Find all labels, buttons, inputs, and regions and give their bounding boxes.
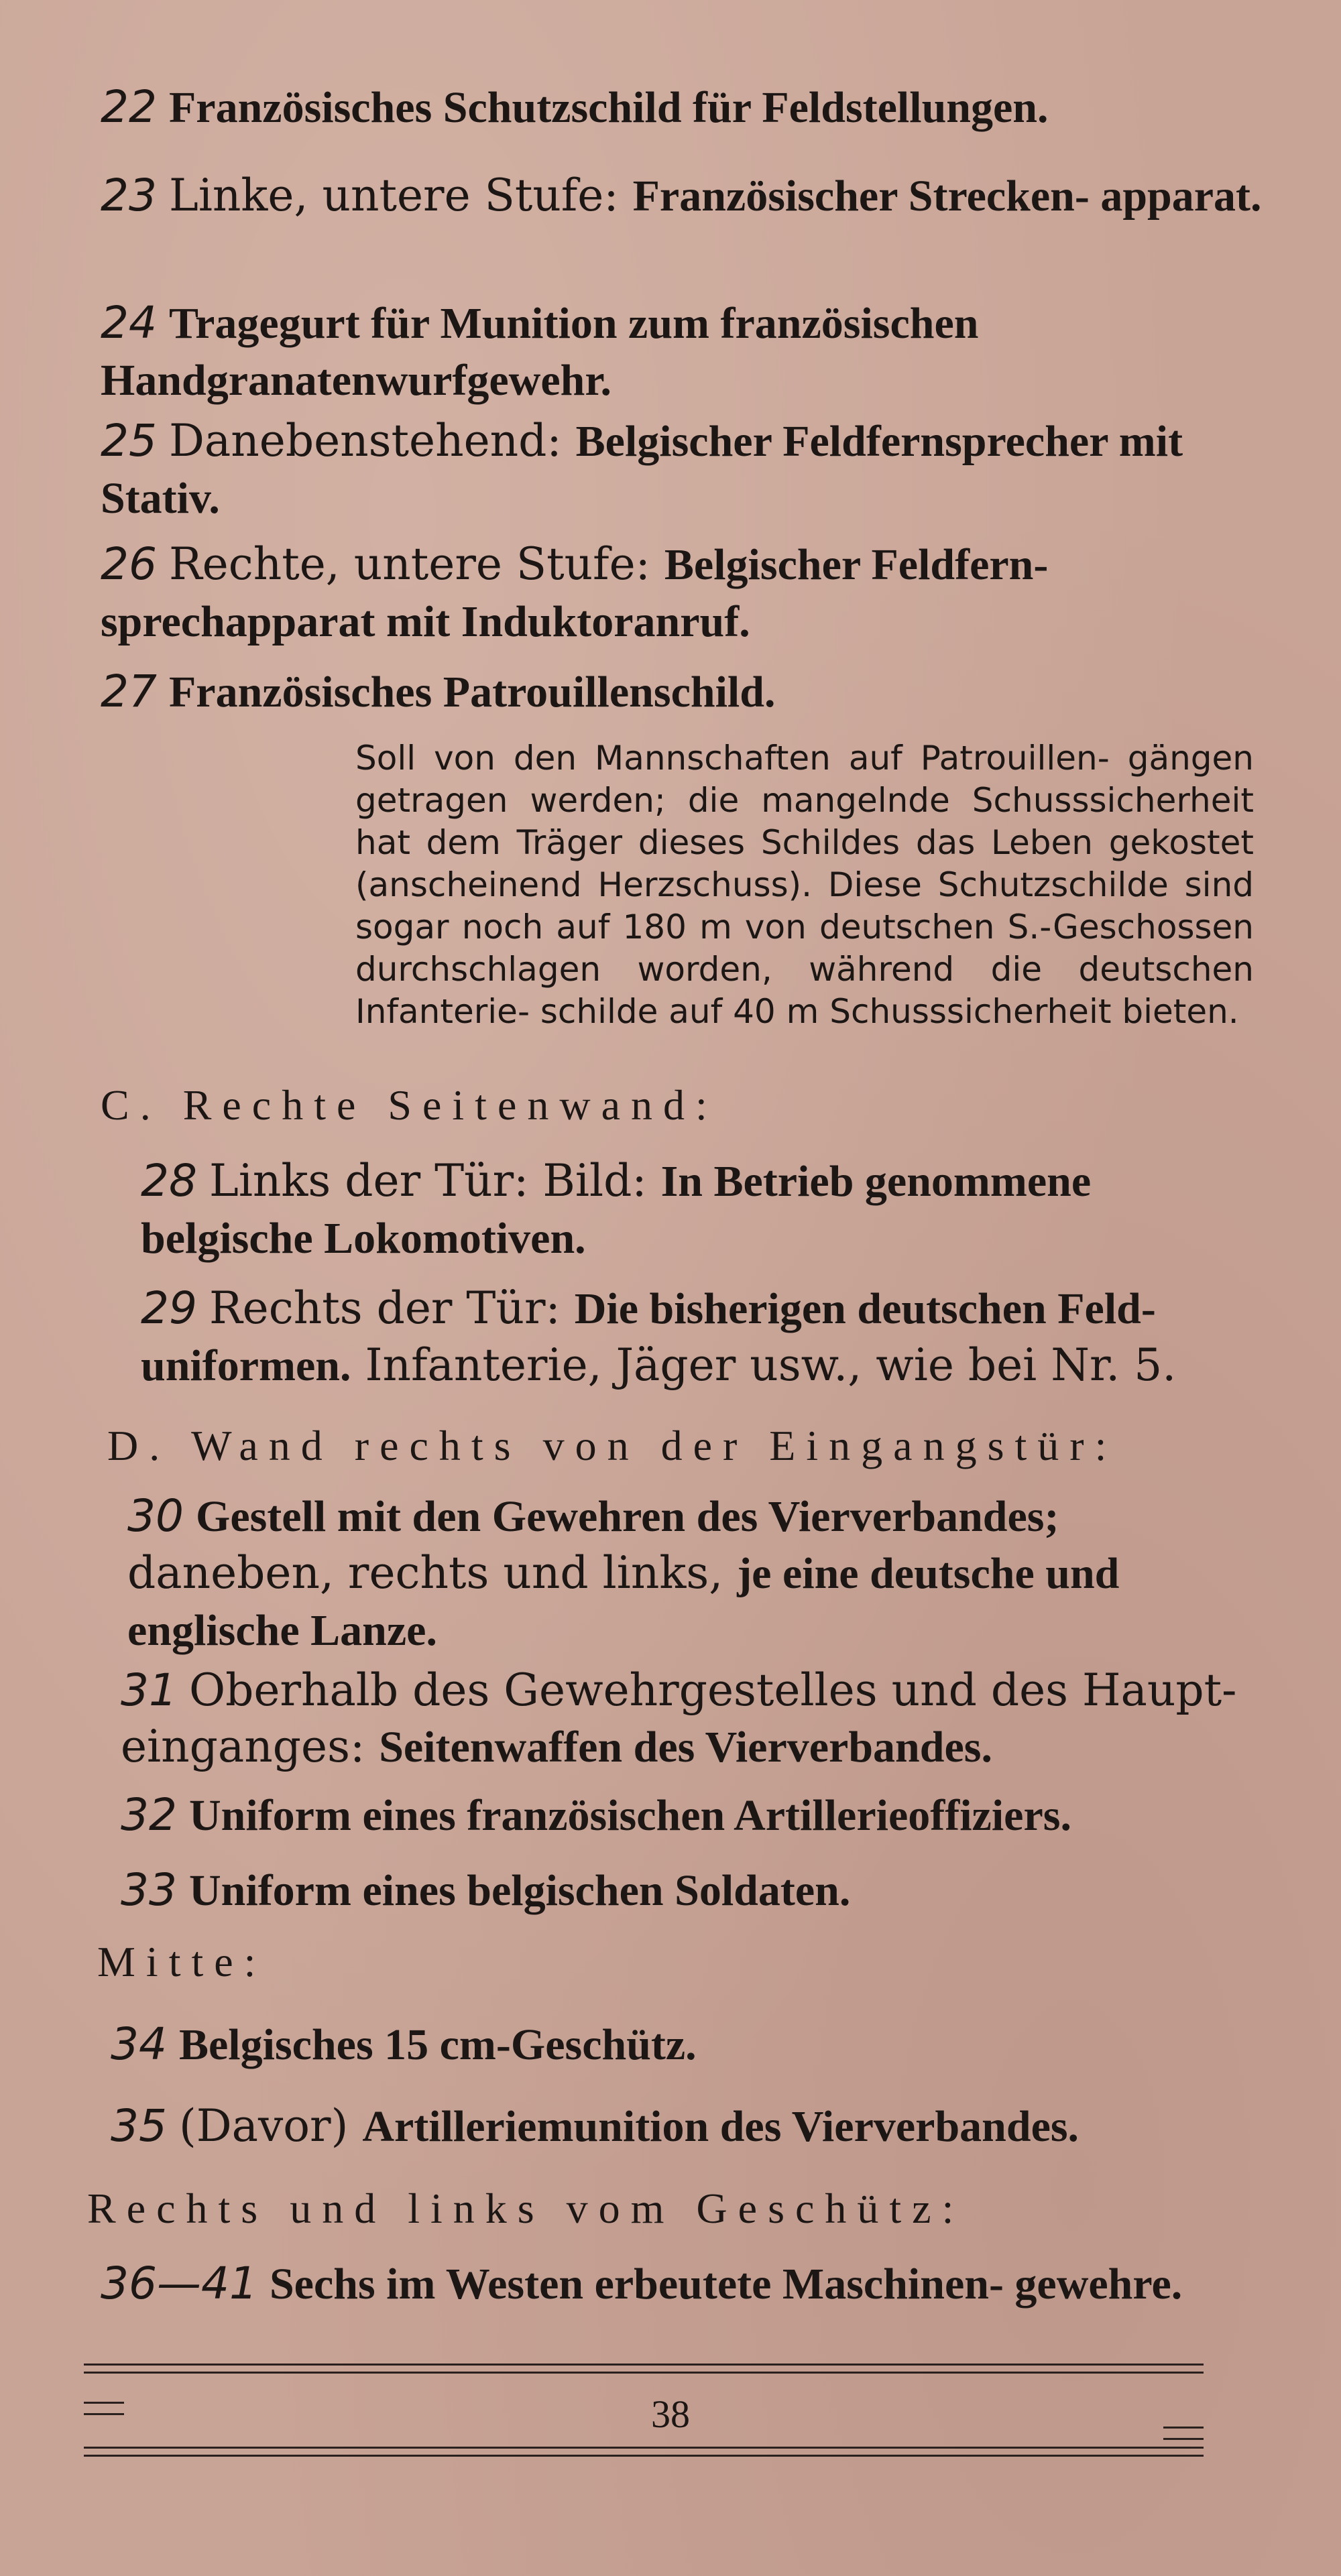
entry-number: 34 [111, 2018, 167, 2070]
entry-bold-text: Französisches Patrouillenschild. [168, 668, 776, 717]
footer-rule-bottom-1 [84, 2447, 1204, 2449]
entry-bold-text: Seitenwaffen des Vierverbandes. [379, 1723, 992, 1772]
footer-rule-top-2 [84, 2372, 1204, 2374]
entry-24 [101, 295, 1267, 409]
entry-bold-text: Belgisches 15 cm-Geschütz. [178, 2020, 697, 2069]
entry-number: 30 [127, 1490, 184, 1542]
entry-27 [101, 664, 1281, 721]
section-heading-rechts-links: Rechts und links vom Geschütz: [87, 2185, 965, 2232]
entry-plain-text: Danebenstehend: [168, 415, 562, 467]
footer-rule-top-1 [84, 2364, 1204, 2366]
entry-27-note: Soll von den Mannschaften auf Patrouillen- gängen getragen werden; die mangelnde Schusssicherheit hat dem Träger dieses Schildes das Leben gekostet (anscheinend Herzschuss). Diese Schutzschilde sind sogar noch auf 180 m von deutschen S.-Geschossen durchschlagen worden, während die deutschen Infanterie- schilde auf 40 m Schusssicherheit bieten. [355, 739, 1254, 1031]
section-heading-c: C. Rechte Seitenwand: [101, 1081, 718, 1129]
entry-bold-text: Französischer Strecken- apparat. [632, 172, 1262, 221]
page-number: 38 [651, 2392, 690, 2436]
entry-bold-text: Belgischer Feldfern- sprechapparat mit Induktoranruf. [101, 540, 1049, 646]
entry-number: 27 [101, 666, 157, 717]
entry-plain-text: (Davor) [178, 2100, 349, 2152]
entry-28 [141, 1153, 1247, 1267]
entry-number: 28 [141, 1155, 197, 1207]
entry-number: 24 [101, 297, 157, 349]
entry-number: 33 [121, 1864, 177, 1916]
entry-bold-text: Uniform eines belgischen Soldaten. [188, 1866, 851, 1915]
entry-29 [141, 1280, 1247, 1394]
entry-plain-text: Linke, untere Stufe: [168, 170, 619, 221]
entry-bold-text: Gestell mit den Gewehren des Vierverbandes; [195, 1492, 1059, 1541]
entry-bold-text: Tragegurt für Munition zum französischen Handgranatenwurfgewehr. [101, 299, 979, 405]
entry-number: 23 [101, 170, 157, 221]
entry-bold-text: Sechs im Westen erbeutete Maschinen- gewehre. [269, 2260, 1183, 2309]
entry-plain-text: daneben, rechts und links, [127, 1547, 723, 1599]
entry-number: 25 [101, 415, 157, 467]
entry-30 [127, 1488, 1254, 1659]
entry-number: 26 [101, 538, 157, 590]
entry-26 [101, 536, 1267, 650]
entry-bold-text-2: je eine deutsche und englische Lanze. [127, 1549, 1120, 1655]
entry-23 [101, 168, 1267, 225]
entry-number: 22 [101, 81, 157, 133]
entry-32 [121, 1787, 1254, 1844]
entry-bold-text: Uniform eines französischen Artillerieoffiziers. [188, 1791, 1071, 1840]
entry-25 [101, 413, 1267, 527]
entry-31 [121, 1662, 1254, 1776]
entry-35 [111, 2098, 1250, 2155]
entry-22 [101, 79, 1281, 136]
entry-bold-text: Artilleriemunition des Vierverbandes. [362, 2102, 1080, 2151]
entry-plain-text: Rechts der Tür: [209, 1282, 561, 1334]
footer-dash-right [1163, 2427, 1204, 2440]
entry-34 [111, 2016, 1250, 2073]
section-heading-mitte: Mitte: [97, 1938, 267, 1985]
entry-bold-text: Die bisherigen deutschen Feld- uniformen. [141, 1284, 1156, 1390]
entry-number: 36—41 [101, 2258, 257, 2309]
entry-number: 35 [111, 2100, 167, 2152]
entry-tail-text: Infanterie, Jäger usw., wie bei Nr. 5. [365, 1339, 1177, 1391]
entry-36-41 [101, 2256, 1240, 2313]
entry-plain-text: Links der Tür: Bild: [209, 1155, 647, 1207]
entry-number: 31 [121, 1664, 177, 1716]
footer-rule-bottom-2 [84, 2455, 1204, 2457]
entry-bold-text: In Betrieb genommene belgische Lokomotiven. [141, 1157, 1092, 1263]
section-heading-d: D. Wand rechts von der Eingangstür: [107, 1422, 1118, 1469]
entry-bold-text: Belgischer Feldfernsprecher mit Stativ. [101, 417, 1183, 523]
entry-number: 32 [121, 1789, 177, 1841]
entry-plain-text: Oberhalb des Gewehrgestelles und des Haupt- einganges: [121, 1664, 1237, 1772]
entry-33 [121, 1862, 1254, 1919]
entry-plain-text: Rechte, untere Stufe: [168, 538, 650, 590]
entry-number: 29 [141, 1282, 197, 1334]
entry-bold-text: Französisches Schutzschild für Feldstellungen. [168, 83, 1049, 132]
